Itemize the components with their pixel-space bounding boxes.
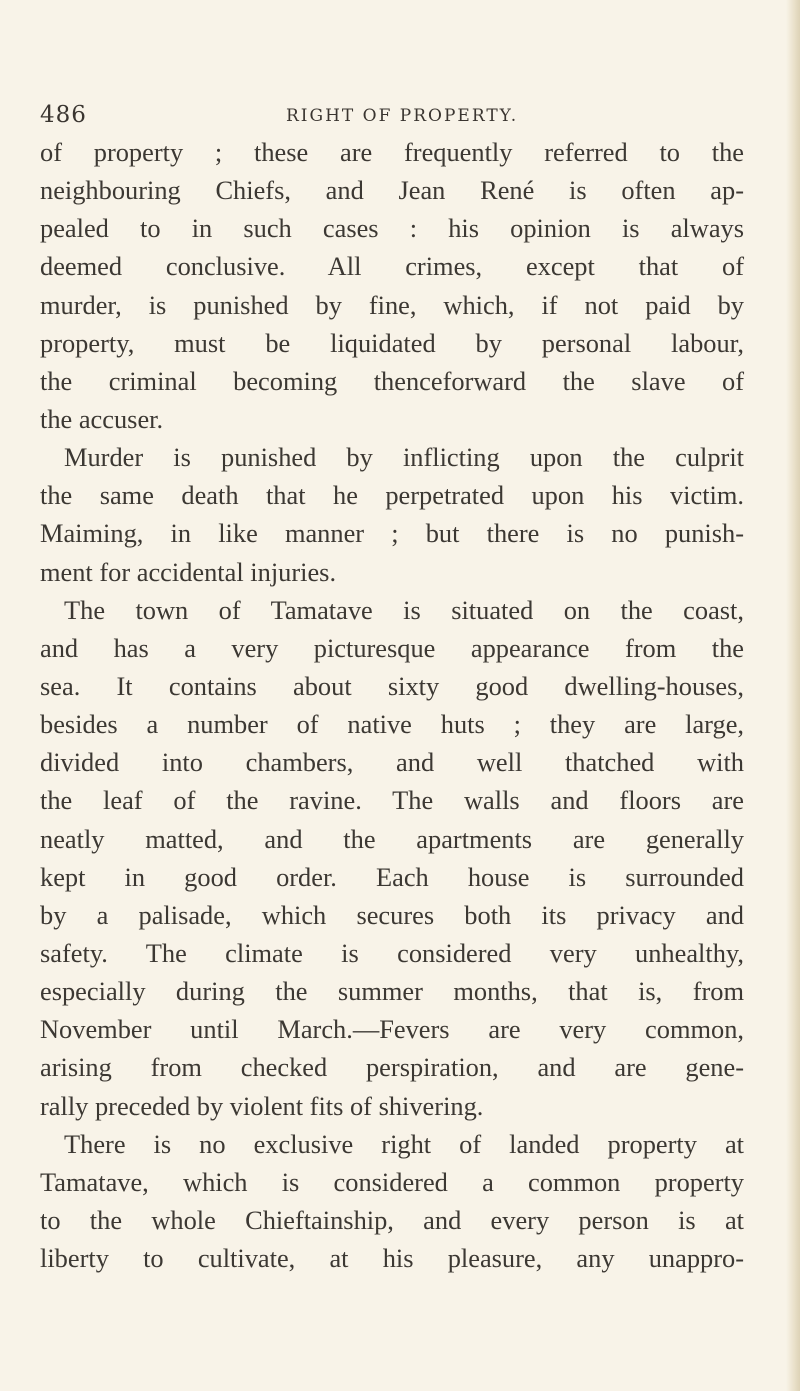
text-line: the accuser. xyxy=(40,403,164,434)
text-line: the leaf of the ravine. The walls and floors are xyxy=(40,785,744,816)
text-line: the same death that he perpetrated upon his victim. xyxy=(40,480,744,511)
text-line: to the whole Chieftainship, and every person is at xyxy=(40,1204,744,1235)
text-line: divided into chambers, and well thatched with xyxy=(40,747,744,778)
text-line: rally preceded by violent fits of shivering. xyxy=(40,1090,484,1121)
text-line: especially during the summer months, that is, from xyxy=(40,976,744,1007)
text-line: of property ; these are frequently referred to the xyxy=(40,137,744,167)
text-line: Maiming, in like manner ; but there is no punish- xyxy=(40,518,744,549)
text-line: November until March.—Fevers are very common, xyxy=(40,1014,744,1045)
body-text xyxy=(40,133,744,1277)
text-line: Tamatave, which is considered a common property xyxy=(40,1166,744,1197)
page-edge-shadow xyxy=(786,0,800,1391)
text-line: and has a very picturesque appearance from the xyxy=(40,632,744,663)
text-line: safety. The climate is considered very unhealthy, xyxy=(40,937,744,968)
text-line: deemed conclusive. All crimes, except that of xyxy=(40,251,744,282)
text-line: the criminal becoming thenceforward the slave of xyxy=(40,365,744,396)
text-line: property, must be liquidated by personal labour, xyxy=(40,327,744,358)
text-line: murder, is punished by fine, which, if not paid by xyxy=(40,289,744,320)
text-line: The town of Tamatave is situated on the coast, xyxy=(64,594,744,625)
text-line: besides a number of native huts ; they are large, xyxy=(40,709,744,740)
page-number: 486 xyxy=(40,102,87,128)
text-line: neighbouring Chiefs, and Jean René is often ap- xyxy=(40,175,744,206)
text-line: sea. It contains about sixty good dwelling-houses, xyxy=(40,670,744,701)
page-header xyxy=(40,100,700,130)
running-head: RIGHT OF PROPERTY. xyxy=(286,106,519,126)
text-line: liberty to cultivate, at his pleasure, any unappro- xyxy=(40,1243,744,1274)
text-line: There is no exclusive right of landed property at xyxy=(64,1128,744,1159)
text-line: pealed to in such cases : his opinion is always xyxy=(40,213,744,244)
text-line: ment for accidental injuries. xyxy=(40,556,337,587)
text-line: kept in good order. Each house is surrounded xyxy=(40,861,744,892)
text-line: arising from checked perspiration, and are gene- xyxy=(40,1052,744,1083)
text-line: neatly matted, and the apartments are generally xyxy=(40,823,744,854)
text-line: Murder is punished by inflicting upon the culprit xyxy=(64,442,744,473)
text-line: by a palisade, which secures both its privacy and xyxy=(40,899,744,930)
